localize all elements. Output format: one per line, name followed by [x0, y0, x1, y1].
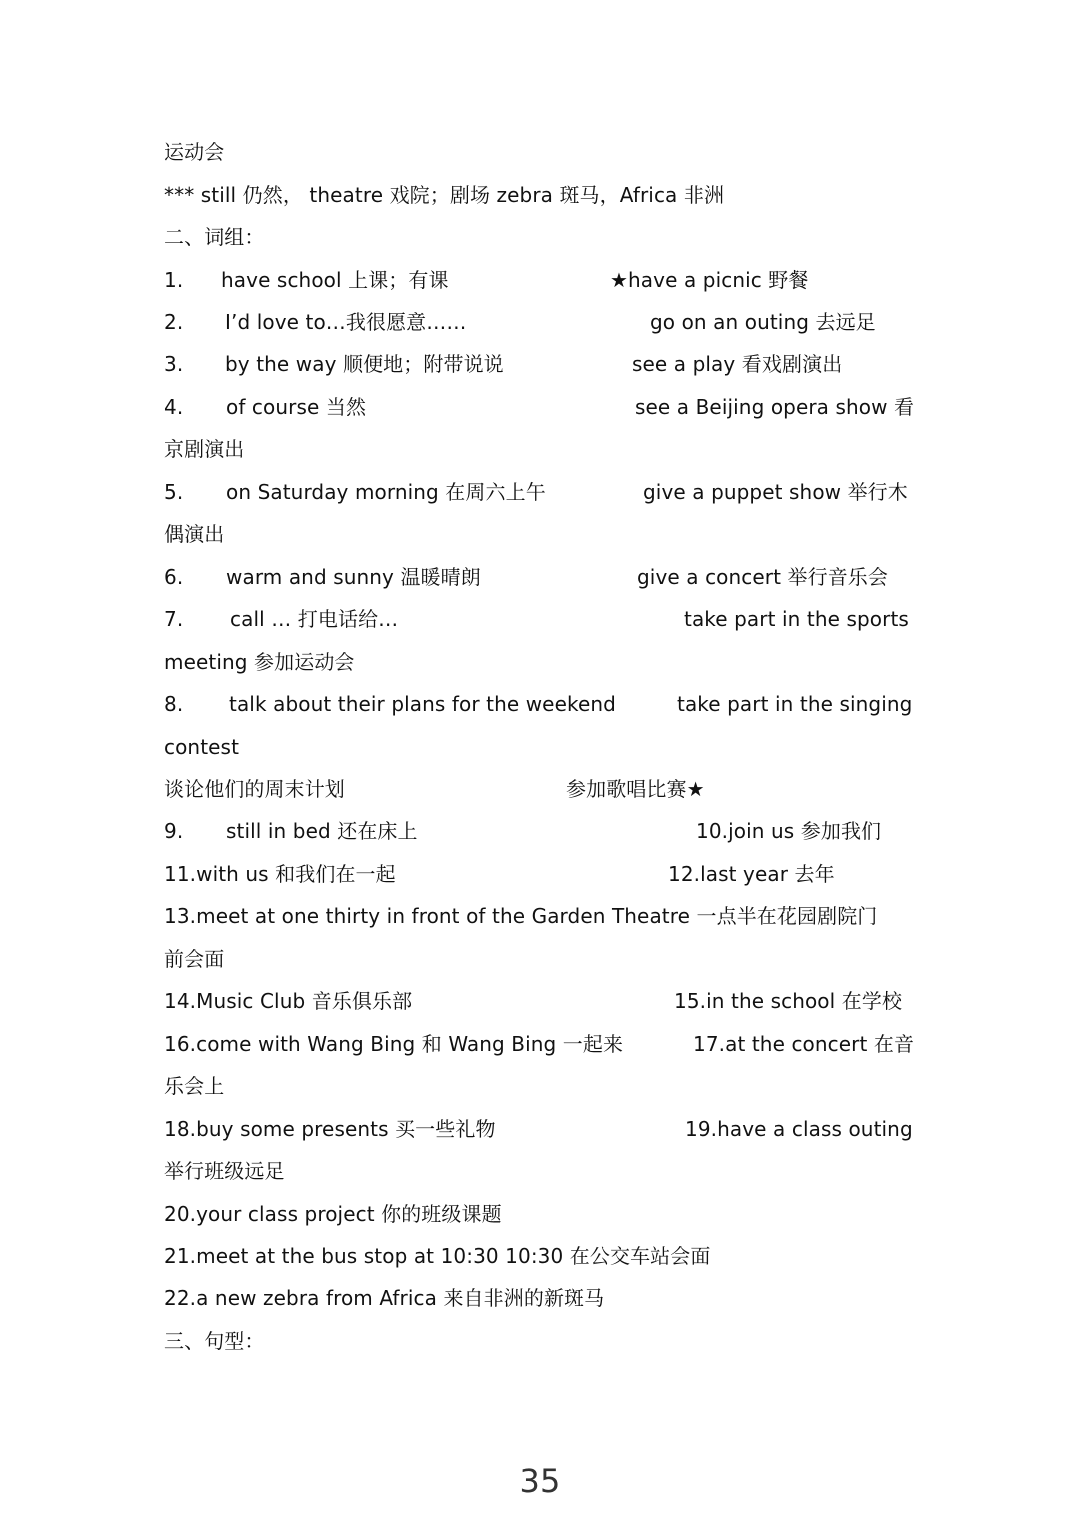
phrase-row — [164, 265, 924, 295]
item-number: 2. — [164, 310, 184, 334]
phrase-row — [164, 986, 924, 1016]
phrase-row — [164, 562, 924, 592]
text-line — [164, 137, 924, 167]
phrase-left: on Saturday morning 在周六上午 — [226, 480, 546, 504]
item-number: 9. — [164, 819, 184, 843]
phrase-right: 17.at the concert 在音 — [693, 1032, 915, 1056]
phrase-left: talk about their plans for the weekend — [229, 692, 616, 716]
phrase-row — [164, 392, 924, 422]
text-line — [164, 901, 924, 931]
phrase-right: give a concert 举行音乐会 — [637, 565, 888, 589]
item-number: 8. — [164, 692, 184, 716]
phrase-left: 18.buy some presents 买一些礼物 — [164, 1117, 496, 1141]
phrase-right: take part in the singing — [677, 692, 913, 716]
phrase-left: call … 打电话给… — [230, 607, 399, 631]
line-text: 京剧演出 — [164, 437, 245, 461]
line-text: 举行班级远足 — [164, 1159, 285, 1183]
line-text: *** still 仍然， theatre 戏院；剧场 zebra 斑马，Africa 非洲 — [164, 183, 725, 207]
text-line — [164, 1241, 924, 1271]
text-line — [164, 1199, 924, 1229]
text-line — [164, 1156, 924, 1186]
text-line — [164, 647, 924, 677]
line-text: 前会面 — [164, 947, 225, 971]
item-number: 1. — [164, 268, 184, 292]
line-text: 运动会 — [164, 140, 225, 164]
phrase-row — [164, 307, 924, 337]
phrase-row — [164, 349, 924, 379]
heading-text: 二、词组： — [164, 225, 265, 249]
text-line — [164, 1071, 924, 1101]
phrase-right: 15.in the school 在学校 — [674, 989, 903, 1013]
text-line — [164, 180, 924, 210]
page-number: 35 — [519, 1462, 561, 1500]
phrase-row — [164, 689, 924, 719]
phrase-right: 10.join us 参加我们 — [696, 819, 882, 843]
phrase-right: go on an outing 去远足 — [650, 310, 876, 334]
item-number: 6. — [164, 565, 184, 589]
phrase-row — [164, 816, 924, 846]
phrase-left: have school 上课；有课 — [221, 268, 449, 292]
text-line — [164, 434, 924, 464]
phrase-row — [164, 604, 924, 634]
text-line — [164, 944, 924, 974]
phrase-left: of course 当然 — [226, 395, 367, 419]
phrase-right: 12.last year 去年 — [668, 862, 835, 886]
phrase-left: by the way 顺便地；附带说说 — [225, 352, 504, 376]
line-text: 21.meet at the bus stop at 10:30 10:30 在公交车站会面 — [164, 1244, 711, 1268]
phrase-row — [164, 774, 924, 804]
phrase-row — [164, 859, 924, 889]
line-text: 13.meet at one thirty in front of the Garden Theatre 一点半在花园剧院门 — [164, 904, 878, 928]
section-heading — [164, 222, 924, 252]
phrase-left: 14.Music Club 音乐俱乐部 — [164, 989, 413, 1013]
phrase-right: 参加歌唱比赛★ — [566, 777, 705, 801]
phrase-left: warm and sunny 温暖晴朗 — [226, 565, 481, 589]
item-number: 4. — [164, 395, 184, 419]
phrase-right: see a Beijing opera show 看 — [635, 395, 915, 419]
line-text: 偶演出 — [164, 522, 225, 546]
text-line — [164, 732, 924, 762]
line-text: contest — [164, 735, 240, 759]
phrase-right: ★have a picnic 野餐 — [610, 268, 809, 292]
line-text: 20.your class project 你的班级课题 — [164, 1202, 502, 1226]
text-line — [164, 519, 924, 549]
phrase-right: 19.have a class outing — [685, 1117, 913, 1141]
phrase-right: give a puppet show 举行木 — [643, 480, 908, 504]
phrase-row — [164, 1029, 924, 1059]
heading-text: 三、句型： — [164, 1329, 265, 1353]
phrase-left: 16.come with Wang Bing 和 Wang Bing 一起来 — [164, 1032, 624, 1056]
phrase-row — [164, 477, 924, 507]
item-number: 3. — [164, 352, 184, 376]
line-text: 22.a new zebra from Africa 来自非洲的新斑马 — [164, 1286, 605, 1310]
section-heading — [164, 1326, 924, 1356]
phrase-right: take part in the sports — [684, 607, 909, 631]
phrase-left: 谈论他们的周末计划 — [164, 777, 345, 801]
phrase-left: still in bed 还在床上 — [226, 819, 418, 843]
phrase-left: 11.with us 和我们在一起 — [164, 862, 396, 886]
line-text: meeting 参加运动会 — [164, 650, 355, 674]
item-number: 7. — [164, 607, 184, 631]
phrase-right: see a play 看戏剧演出 — [632, 352, 843, 376]
item-number: 5. — [164, 480, 184, 504]
phrase-left: I’d love to…我很愿意…… — [225, 310, 467, 334]
phrase-row — [164, 1114, 924, 1144]
text-line — [164, 1283, 924, 1313]
line-text: 乐会上 — [164, 1074, 225, 1098]
